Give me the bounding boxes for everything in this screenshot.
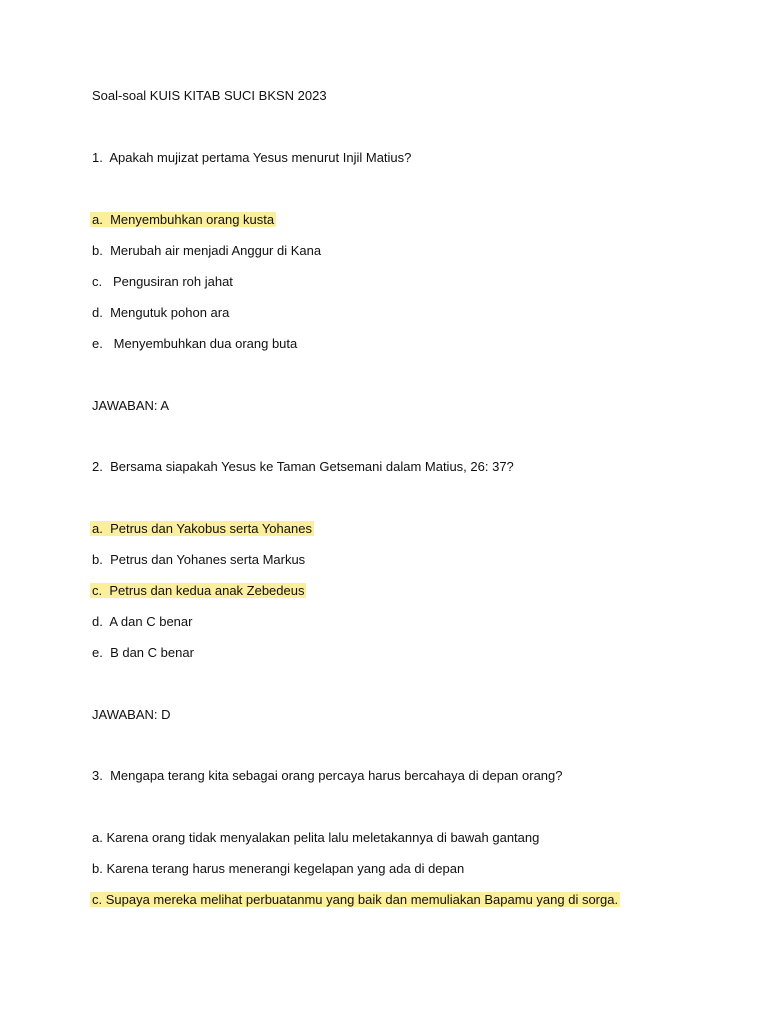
question-3-option-a: a. Karena orang tidak menyalakan pelita lalu meletakannya di bawah gantang (92, 830, 540, 845)
question-3-option-b: b. Karena terang harus menerangi kegelapan yang ada di depan (92, 861, 465, 876)
question-2-option-e: e. B dan C benar (92, 645, 194, 660)
question-2-answer: JAWABAN: D (92, 707, 171, 722)
question-1-option-a (92, 212, 276, 228)
question-1-option-e: e. Menyembuhkan dua orang buta (92, 336, 298, 351)
question-1-answer: JAWABAN: A (92, 398, 170, 413)
highlighted-option: c. Supaya mereka melihat perbuatanmu yang baik dan memuliakan Bapamu yang di sorga. (92, 892, 619, 907)
question-2-text: 2. Bersama siapakah Yesus ke Taman Getsemani dalam Matius, 26: 37? (92, 459, 514, 474)
question-1-option-d: d. Mengutuk pohon ara (92, 305, 230, 320)
question-1-option-c: c. Pengusiran roh jahat (92, 274, 233, 289)
question-2-option-a (92, 521, 314, 537)
question-2-option-b: b. Petrus dan Yohanes serta Markus (92, 552, 306, 567)
question-1-option-b: b. Merubah air menjadi Anggur di Kana (92, 243, 322, 258)
question-3-text: 3. Mengapa terang kita sebagai orang percaya harus bercahaya di depan orang? (92, 768, 563, 783)
question-1-text: 1. Apakah mujizat pertama Yesus menurut Injil Matius? (92, 150, 412, 165)
highlighted-option: a. Petrus dan Yakobus serta Yohanes (92, 521, 312, 536)
question-3-option-c (92, 892, 620, 908)
highlighted-option: c. Petrus dan kedua anak Zebedeus (92, 583, 305, 598)
highlighted-option: a. Menyembuhkan orang kusta (92, 212, 275, 227)
document-title: Soal-soal KUIS KITAB SUCI BKSN 2023 (92, 88, 327, 103)
question-2-option-c (92, 583, 306, 599)
question-2-option-d: d. A dan C benar (92, 614, 193, 629)
